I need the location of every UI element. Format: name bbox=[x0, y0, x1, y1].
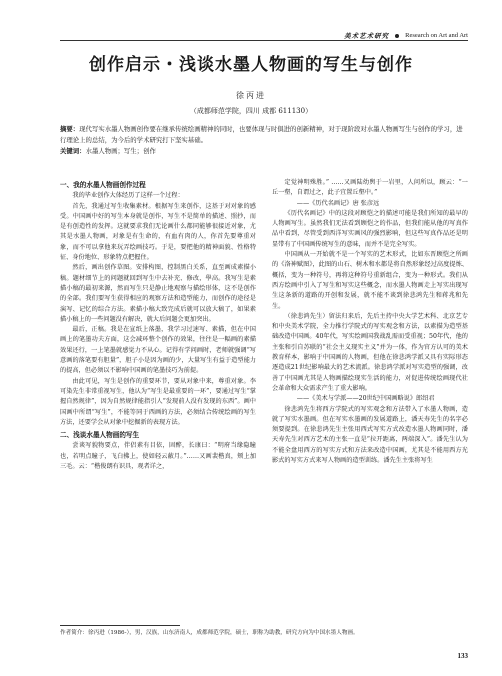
section-heading: 一、我的水墨人物画创作过程 bbox=[60, 181, 146, 189]
keywords-label: 关键词： bbox=[60, 147, 86, 155]
abstract bbox=[60, 124, 468, 146]
author-footnote: 作者简介：徐丙进（1986-），男，汉族，山东济南人，成都师范学院，硕士，职称为助教，研究方向为中国水墨人物画。 bbox=[60, 630, 359, 636]
page-number: 133 bbox=[457, 652, 468, 660]
journal-name-cn: 美术艺术研究 bbox=[344, 32, 390, 40]
article-author: 徐丙进 bbox=[236, 91, 266, 100]
paragraph: 然后，画出创作草图。安排构图，控制黑白关系，直至画成素描小稿。题材细节上的问题就回到写生中去补充、修改，學高。我写生是素描小稿的最初来源，然而写生只是静止地观察与描绘形体，这不是创作的全部。我们要写生获得相应的观察方法和造型能力，而创作的途径是演写、记忆的综合方法。素描小稿大致完成后就可以放大稿了，如果素描小稿上的一些问题没有解决，就大后问题会更加突出。 bbox=[60, 264, 256, 323]
paragraph: 定觉神明殊胜。” ……又画陆幼舆于一岩里，人问所以，顾云：“一丘一壑，自谓过之，此子宜置丘壑中。” bbox=[272, 179, 468, 197]
paragraph: 中国画从一开始就不是一个写实的艺术形式，比如东晋顾恺之所画的《洛神赋图》，此图的山石、树木和水都是将自然形象经过高度提炼、概括，变为一种符号，再将这种符号重新组合，变为一种形式。我们从西方绘画中引入了写生和写实这些概念，而水墨人物画走上写实出现写生这条新的道路的开创和发展，就不能不谈到徐悲鸿先生和蒋兆和先生。 bbox=[272, 251, 468, 310]
article-affiliation: （成都师范学院，四川 成都 611130） bbox=[189, 107, 313, 115]
keywords-text: 水墨人物画；写生；创作 bbox=[85, 147, 156, 155]
citation: ——《历代名画记》唐 张彦远 bbox=[296, 199, 380, 207]
body-columns bbox=[60, 178, 468, 472]
paragraph: 《历代名画记》中的这段对顾恺之的描述可能是我们所知的最早的人物画写生。虽然我们无法看到顾恺之的作品，但我们能从他的写真作品中看到，尽管受到西洋写实画风的强烈影响，但这些写真作品还是明显带有了中国画传统写生的意味，而并不是完全写实。 bbox=[272, 209, 468, 248]
abstract-label: 摘要： bbox=[60, 125, 80, 133]
article-title: 创作启示・浅谈水墨人物画的写生与创作 bbox=[89, 55, 413, 75]
paragraph: 首先，我通过写生收集素材。根据写生来创作，这基于对对象的感受。中国画中好的写生本身就是创作，写生不是简单的描述、照抄，而是有创造性的发挥。这就要求我们无论画什么都同能够很接近对象，尤其是水墨人物画，对象是有生命的，有血有肉的人，你首先要尊重对象，而不可以拿他来玩弄绘画技巧。于是，要把他的精神面貌、性格特征、身份地位、形象特点把握住。 bbox=[60, 202, 256, 262]
abstract-text: 现代写实水墨人物画创作要在继承传统绘画精神的同时，也要体现与时俱进的创新精神，对于现阶段对水墨人物画写生与创作的学习，进行理论上的总结，为今后的学术研究打下坚实基础。 bbox=[60, 125, 463, 144]
right-column bbox=[272, 178, 468, 472]
citation: ——《美术与学派——20世纪中国画略说》郎绍君 bbox=[296, 395, 435, 403]
paragraph: 我的毕业创作大体经历了这样一个过程： bbox=[72, 192, 184, 200]
left-column bbox=[60, 178, 256, 472]
paragraph: 尝谈写貌物要点，伴侣素有目依，固醉，长康曰：“明府当缘隐瞳也，若明点瞳子，飞白拂上，使如轻云蔽月。”……又画裴楷真，颊上加三毛。云：“楷俊朗有识具，观者详之， bbox=[60, 442, 256, 471]
paragraph: 徐悲鸿先生将西方学院式的写实观念和方法带入了水墨人物画，造就了写实水墨画。但在写实水墨画的发展道路上，潘天寿先生的名字必须要提到。在徐悲鸿先生主张用西式写实方式改造水墨人物画同时，潘天寿先生对西方艺术的主张一直是“拉开距离，两端深入”。潘先生认为不能全盘用西方的写实方式和方法来改造中国画，尤其是不能用西方光影式的写实方式来写人物画的造型训练。潘先生主张将写生 bbox=[272, 405, 468, 465]
paragraph: 由此可见，写生是创作的重要环节，要从对象中来，尊重对象。李可染先生非常重视写生，他认为“写生是最重要的一环”，要通过写生“掌握自然规律”，因为自然规律能指引人“发现前人没有发现的东西”。画中国画中所谓“写生”，不能等同于西画的方法，必须结合传统绘画的写生方法，还要学会从对象中挖掘新的表现方法。 bbox=[60, 377, 256, 426]
journal-header bbox=[344, 31, 468, 40]
paragraph: （徐悲鸿先生）留法归来后，先后主持中央大学艺术科、北京艺专和中央美术学院，全力推行学院式的写实观念和方法，以素描为造型基础改造中国画。40年代，写实绘画国我战乱需而受重视；50年代，他的主张和引自苏联的“社会主义现实主义”并为一体，作为官方认可的美术教育样本，影响于中国画的人物画，但他在徐悲鸿学派又具有实际形态逐造成21世纪影响最大的艺术流派。徐悲鸿学派对写实造型的强调，改善了中国画尤其是人物画描绘现实生活的能力，对促进传统绘画现代社会革命和大众需求产生了重大影响。 bbox=[272, 312, 468, 392]
paragraph: 最后，正稿。我是在宣纸上落墨，我学习过速写、素描，但在中国画上的笔墨功夫方面，这会减环整个创作的效果，往往是一幅画的素描效果还行，一上笔墨就感觉力不从心。记得有学问画时，老师就强调“写意画的落笔要有胆量”，胆子小是因为画的少，大量写生有益于造型能力的提高，但必须以不影响中国画的笔墨技巧为前提。 bbox=[60, 326, 256, 375]
keywords bbox=[60, 146, 468, 157]
separator-dot-icon bbox=[395, 34, 399, 38]
section-heading: 二、浅谈水墨人物画的写生 bbox=[60, 431, 140, 440]
header-rule bbox=[60, 40, 468, 41]
journal-name-en: Research on Art and Art bbox=[405, 32, 468, 39]
footnote-rule bbox=[60, 625, 180, 626]
abstract-block bbox=[60, 124, 468, 157]
